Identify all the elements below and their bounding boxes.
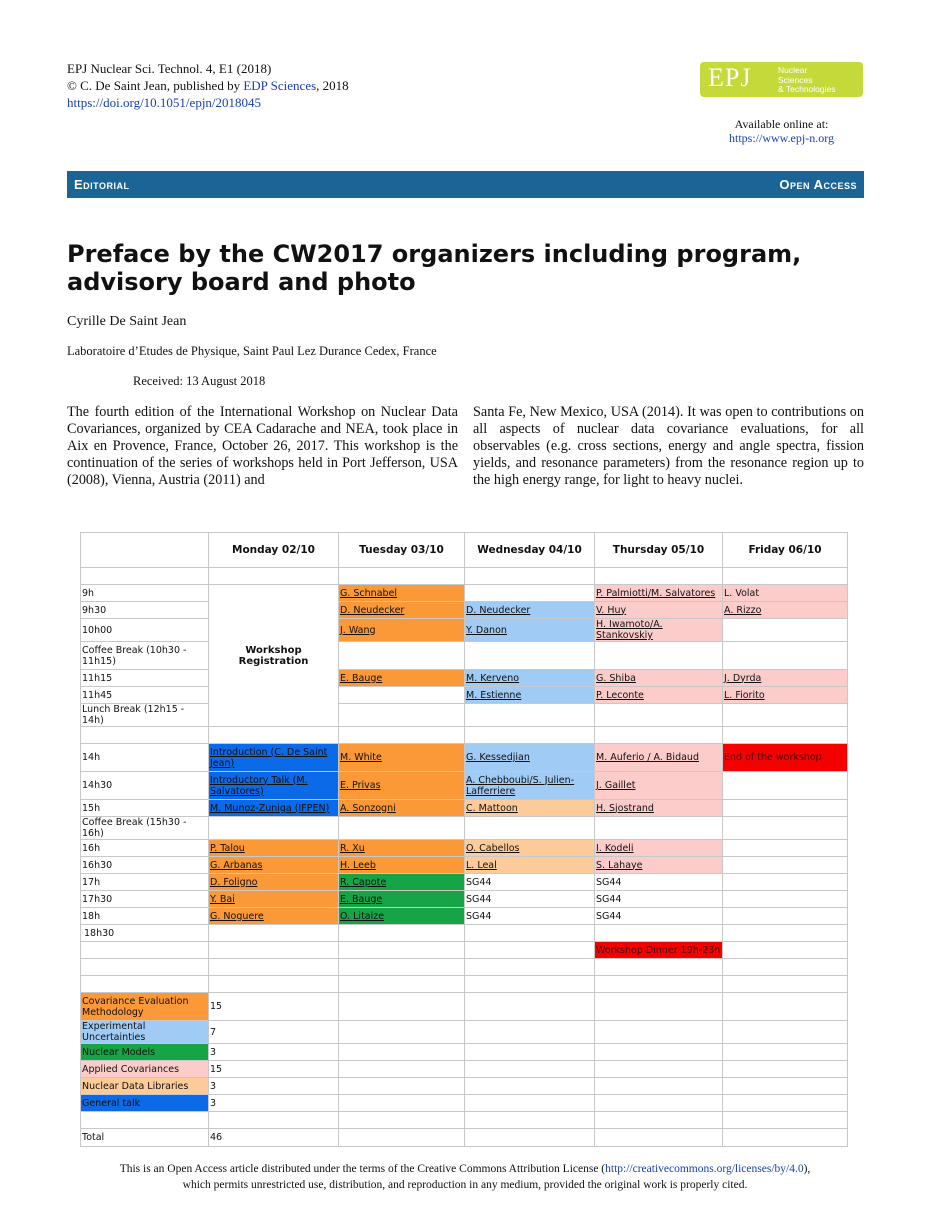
table-cell xyxy=(465,568,595,585)
table-cell xyxy=(81,976,209,993)
table-cell xyxy=(723,942,848,959)
table-cell xyxy=(339,1095,465,1112)
talk-cell[interactable]: G. Arbanas xyxy=(209,857,339,874)
talk-cell[interactable]: G. Schnabel xyxy=(339,585,465,602)
copyright-line xyxy=(67,77,349,94)
table-row xyxy=(81,840,848,857)
table-cell xyxy=(723,1078,848,1095)
workshop-dinner-cell: Workshop Dinner 19h-23h xyxy=(595,942,723,959)
article-type-banner xyxy=(67,171,864,198)
talk-cell[interactable]: G. Shiba xyxy=(595,670,723,687)
affiliation: Laboratoire d’Etudes de Physique, Saint Paul Lez Durance Cedex, France xyxy=(67,344,437,358)
table-cell xyxy=(595,642,723,670)
table-cell xyxy=(339,1044,465,1061)
table-row xyxy=(81,959,848,976)
table-cell xyxy=(723,1129,848,1147)
table-cell xyxy=(339,704,465,727)
logo-subtitle-line: Nuclear xyxy=(778,65,808,75)
table-cell xyxy=(595,704,723,727)
talk-cell[interactable]: A. Sonzogni xyxy=(339,800,465,817)
table-row xyxy=(81,800,848,817)
logo-subtitle-line: Sciences xyxy=(778,74,813,85)
table-row xyxy=(81,585,848,602)
talk-cell[interactable]: C. Mattoon xyxy=(465,800,595,817)
talk-cell[interactable]: P. Leconte xyxy=(595,687,723,704)
table-cell xyxy=(81,1112,209,1129)
license-line xyxy=(40,1161,890,1177)
table-cell xyxy=(209,568,339,585)
copyright-prefix: © C. De Saint Jean, published by xyxy=(67,78,244,93)
open-access-label xyxy=(779,177,857,192)
talk-cell[interactable]: Introduction (C. De Saint Jean) xyxy=(209,744,339,772)
table-cell xyxy=(339,687,465,704)
table-cell xyxy=(595,1061,723,1078)
table-cell xyxy=(339,925,465,942)
license-text: ), xyxy=(803,1163,811,1175)
talk-cell[interactable]: R. Xu xyxy=(339,840,465,857)
time-label: 17h30 xyxy=(81,891,209,908)
day-header: Monday 02/10 xyxy=(209,533,339,568)
table-row xyxy=(81,942,848,959)
table-cell xyxy=(465,585,595,602)
table-cell xyxy=(339,817,465,840)
table-cell xyxy=(465,976,595,993)
talk-cell[interactable]: E. Bauge xyxy=(339,891,465,908)
table-cell xyxy=(595,1044,723,1061)
talk-cell: L. Volat xyxy=(723,585,848,602)
table-cell xyxy=(723,642,848,670)
table-row xyxy=(81,925,848,942)
talk-cell[interactable]: H. Iwamoto/A. Stankovskiy xyxy=(595,619,723,642)
table-cell xyxy=(81,727,209,744)
table-cell xyxy=(339,1021,465,1044)
table-cell xyxy=(723,1044,848,1061)
table-cell xyxy=(723,874,848,891)
table-row xyxy=(81,857,848,874)
legend-row xyxy=(81,1044,848,1061)
table-cell xyxy=(81,942,209,959)
talk-cell[interactable]: P. Palmiotti/M. Salvatores xyxy=(595,585,723,602)
table-cell xyxy=(339,1061,465,1078)
table-cell xyxy=(595,976,723,993)
table-row xyxy=(81,744,848,772)
legend-count: 15 xyxy=(209,993,339,1021)
day-header: Tuesday 03/10 xyxy=(339,533,465,568)
talk-cell[interactable]: M. Munoz-Zuniga (IFPEN) xyxy=(209,800,339,817)
table-cell xyxy=(595,925,723,942)
talk-cell[interactable]: L. Fiorito xyxy=(723,687,848,704)
table-cell xyxy=(595,727,723,744)
open-access-label-text: Open Access xyxy=(779,177,857,192)
table-cell xyxy=(209,959,339,976)
talk-cell[interactable]: H. Leeb xyxy=(339,857,465,874)
table-cell xyxy=(209,976,339,993)
table-cell xyxy=(723,908,848,925)
logo-text: EPJ xyxy=(708,63,752,92)
table-cell xyxy=(465,925,595,942)
talk-cell[interactable]: J. Wang xyxy=(339,619,465,642)
table-cell xyxy=(465,1129,595,1147)
copyright-suffix: , 2018 xyxy=(316,78,349,93)
table-cell xyxy=(339,642,465,670)
talk-cell[interactable]: D. Neudecker xyxy=(465,602,595,619)
time-label: 9h xyxy=(81,585,209,602)
journal-citation: EPJ Nuclear Sci. Technol. 4, E1 (2018) xyxy=(67,61,272,76)
table-cell xyxy=(465,1078,595,1095)
talk-cell: SG44 xyxy=(465,874,595,891)
legend-label: Nuclear Models xyxy=(81,1044,209,1061)
table-cell xyxy=(595,1021,723,1044)
legend-count: 3 xyxy=(209,1078,339,1095)
table-cell xyxy=(465,942,595,959)
legend-row xyxy=(81,993,848,1021)
table-row xyxy=(81,619,848,642)
talk-cell[interactable]: S. Lahaye xyxy=(595,857,723,874)
program-table xyxy=(80,532,848,1147)
table-cell xyxy=(595,1112,723,1129)
table-cell xyxy=(595,1095,723,1112)
table-row xyxy=(81,727,848,744)
talk-cell[interactable]: J. Dyrda xyxy=(723,670,848,687)
logo-subtitle-line: & Technologies xyxy=(778,84,836,94)
legend-count: 15 xyxy=(209,1061,339,1078)
table-row xyxy=(81,976,848,993)
table-row xyxy=(81,642,848,670)
table-cell xyxy=(465,1095,595,1112)
talk-cell[interactable]: L. Leal xyxy=(465,857,595,874)
table-cell xyxy=(723,704,848,727)
talk-cell: SG44 xyxy=(595,891,723,908)
talk-cell: SG44 xyxy=(595,908,723,925)
table-cell xyxy=(465,959,595,976)
time-label: 11h45 xyxy=(81,687,209,704)
table-row xyxy=(81,704,848,727)
time-label: 15h xyxy=(81,800,209,817)
table-cell xyxy=(81,568,209,585)
table-cell xyxy=(723,568,848,585)
body-column-right: Santa Fe, New Mexico, USA (2014). It was open to contributions on all aspects of nuclear data covariance evaluations, for all observables (e.g. cross sections, energy and angle spectra, fission yields, and resonance parameters) from the resonance region up to the high energy range, for light to heavy nuclei. xyxy=(473,404,864,488)
talk-cell[interactable]: A. Chebboubi/S. Julien-Lafferriere xyxy=(465,772,595,800)
table-cell xyxy=(465,1061,595,1078)
table-row xyxy=(81,772,848,800)
time-label: 10h00 xyxy=(81,619,209,642)
table-cell xyxy=(81,533,209,568)
journal-info xyxy=(67,60,349,111)
table-cell xyxy=(723,817,848,840)
time-label: 18h30 xyxy=(81,925,209,942)
talk-cell[interactable]: A. Rizzo xyxy=(723,602,848,619)
table-cell xyxy=(595,568,723,585)
talk-cell[interactable]: Introductory Talk (M. Salvatores) xyxy=(209,772,339,800)
table-cell xyxy=(723,993,848,1021)
table-cell xyxy=(465,642,595,670)
table-row xyxy=(81,874,848,891)
talk-cell[interactable]: J. Gaillet xyxy=(595,772,723,800)
day-header: Friday 06/10 xyxy=(723,533,848,568)
talk-cell: SG44 xyxy=(595,874,723,891)
workshop-end-cell: End of the workshop xyxy=(723,744,848,772)
legend-label: Nuclear Data Libraries xyxy=(81,1078,209,1095)
time-label: 17h xyxy=(81,874,209,891)
time-label: 14h30 xyxy=(81,772,209,800)
table-cell xyxy=(595,959,723,976)
table-cell xyxy=(595,817,723,840)
talk-cell[interactable]: H. Sjostrand xyxy=(595,800,723,817)
talk-cell[interactable]: G. Noguere xyxy=(209,908,339,925)
body-column-left: The fourth edition of the International Workshop on Nuclear Data Covariances, organized by CEA Cadarache and NEA, took place in Aix en Provence, France, October 26, 2017. This workshop is the continuation of the series of workshops held in Port Jefferson, USA (2008), Vienna, Austria (2011) and xyxy=(67,404,458,488)
table-cell xyxy=(339,568,465,585)
table-cell xyxy=(339,942,465,959)
journal-site-link[interactable]: https://www.epj-n.org xyxy=(729,131,834,145)
table-row xyxy=(81,602,848,619)
article-title: Preface by the CW2017 organizers including program, advisory board and photo xyxy=(67,240,802,296)
table-cell xyxy=(723,772,848,800)
publisher-link[interactable]: EDP Sciences xyxy=(243,78,317,93)
table-row xyxy=(81,670,848,687)
legend-row xyxy=(81,1021,848,1044)
talk-cell[interactable]: D. Foligno xyxy=(209,874,339,891)
table-cell xyxy=(339,959,465,976)
legend-row xyxy=(81,1095,848,1112)
time-label: 16h xyxy=(81,840,209,857)
total-row xyxy=(81,1129,848,1147)
license-line-2: which permits unrestricted use, distribution, and reproduction in any medium, provided the original work is properly cited. xyxy=(182,1179,748,1191)
table-row xyxy=(81,817,848,840)
table-cell xyxy=(723,857,848,874)
day-header: Wednesday 04/10 xyxy=(465,533,595,568)
legend-label: General talk xyxy=(81,1095,209,1112)
table-cell xyxy=(723,727,848,744)
received-date: Received: 13 August 2018 xyxy=(133,374,266,388)
table-cell xyxy=(339,1129,465,1147)
table-row xyxy=(81,568,848,585)
total-label: Total xyxy=(81,1129,209,1147)
table-cell xyxy=(723,1095,848,1112)
time-label: Lunch Break (12h15 - 14h) xyxy=(81,704,209,727)
license-text: This is an Open Access article distributed under the terms of the Creative Commons Attribution License ( xyxy=(119,1163,606,1175)
talk-cell[interactable]: E. Bauge xyxy=(339,670,465,687)
talk-cell[interactable]: O. Cabellos xyxy=(465,840,595,857)
table-cell xyxy=(209,925,339,942)
license-link[interactable]: http://creativecommons.org/licenses/by/4.0 xyxy=(605,1163,804,1175)
talk-cell[interactable]: O. Litaize xyxy=(339,908,465,925)
doi-link[interactable]: https://doi.org/10.1051/epjn/2018045 xyxy=(67,95,262,110)
legend-row xyxy=(81,1061,848,1078)
availability xyxy=(700,117,863,145)
logo-subtitle xyxy=(778,66,836,95)
table-cell xyxy=(595,1129,723,1147)
time-label: 18h xyxy=(81,908,209,925)
table-cell xyxy=(465,727,595,744)
table-cell xyxy=(465,993,595,1021)
available-label: Available online at: xyxy=(734,117,829,131)
table-cell xyxy=(723,619,848,642)
author: Cyrille De Saint Jean xyxy=(67,314,187,329)
table-cell xyxy=(465,1044,595,1061)
legend-count: 3 xyxy=(209,1095,339,1112)
talk-cell[interactable]: M. Estienne xyxy=(465,687,595,704)
talk-cell[interactable]: P. Talou xyxy=(209,840,339,857)
talk-cell[interactable]: I. Kodeli xyxy=(595,840,723,857)
talk-cell[interactable]: M. Auferio / A. Bidaud xyxy=(595,744,723,772)
table-cell xyxy=(723,840,848,857)
table-header-row xyxy=(81,533,848,568)
legend-count: 3 xyxy=(209,1044,339,1061)
table-cell xyxy=(209,942,339,959)
table-cell xyxy=(595,1078,723,1095)
talk-cell[interactable]: M. Kerveno xyxy=(465,670,595,687)
table-cell xyxy=(81,959,209,976)
table-cell xyxy=(339,727,465,744)
table-row xyxy=(81,891,848,908)
workshop-registration: Workshop Registration xyxy=(209,585,339,727)
legend-row xyxy=(81,1078,848,1095)
table-row xyxy=(81,1112,848,1129)
table-cell xyxy=(723,959,848,976)
table-cell xyxy=(339,1112,465,1129)
time-label: 9h30 xyxy=(81,602,209,619)
table-cell xyxy=(723,891,848,908)
table-cell xyxy=(339,976,465,993)
table-cell xyxy=(465,704,595,727)
talk-cell[interactable]: Y. Bai xyxy=(209,891,339,908)
time-label: 14h xyxy=(81,744,209,772)
table-cell xyxy=(723,925,848,942)
table-cell xyxy=(209,817,339,840)
table-cell xyxy=(339,993,465,1021)
day-header: Thursday 05/10 xyxy=(595,533,723,568)
legend-count: 7 xyxy=(209,1021,339,1044)
legend-label: Experimental Uncertainties xyxy=(81,1021,209,1044)
talk-cell[interactable]: Y. Danon xyxy=(465,619,595,642)
time-label: Coffee Break (10h30 - 11h15) xyxy=(81,642,209,670)
time-label: Coffee Break (15h30 - 16h) xyxy=(81,817,209,840)
table-cell xyxy=(723,1112,848,1129)
talk-cell[interactable]: R. Capote xyxy=(339,874,465,891)
time-label: 11h15 xyxy=(81,670,209,687)
total-count: 46 xyxy=(209,1129,339,1147)
legend-label: Applied Covariances xyxy=(81,1061,209,1078)
table-cell xyxy=(723,1061,848,1078)
time-label: 16h30 xyxy=(81,857,209,874)
talk-cell: SG44 xyxy=(465,908,595,925)
epj-logo xyxy=(700,62,863,97)
talk-cell[interactable]: M. White xyxy=(339,744,465,772)
legend-label: Covariance Evaluation Methodology xyxy=(81,993,209,1021)
table-cell xyxy=(723,800,848,817)
table-cell xyxy=(465,1112,595,1129)
table-row xyxy=(81,908,848,925)
table-cell xyxy=(465,1021,595,1044)
table-cell xyxy=(339,1078,465,1095)
table-cell xyxy=(723,1021,848,1044)
table-row xyxy=(81,687,848,704)
table-cell xyxy=(465,817,595,840)
talk-cell[interactable]: G. Kessedjian xyxy=(465,744,595,772)
talk-cell[interactable]: D. Neudecker xyxy=(339,602,465,619)
table-cell xyxy=(209,727,339,744)
license-footer xyxy=(40,1161,890,1193)
talk-cell[interactable]: E. Privas xyxy=(339,772,465,800)
talk-cell[interactable]: V. Huy xyxy=(595,602,723,619)
table-cell xyxy=(723,976,848,993)
table-cell xyxy=(595,993,723,1021)
article-type: Editorial xyxy=(74,177,130,192)
talk-cell: SG44 xyxy=(465,891,595,908)
table-cell xyxy=(209,1112,339,1129)
